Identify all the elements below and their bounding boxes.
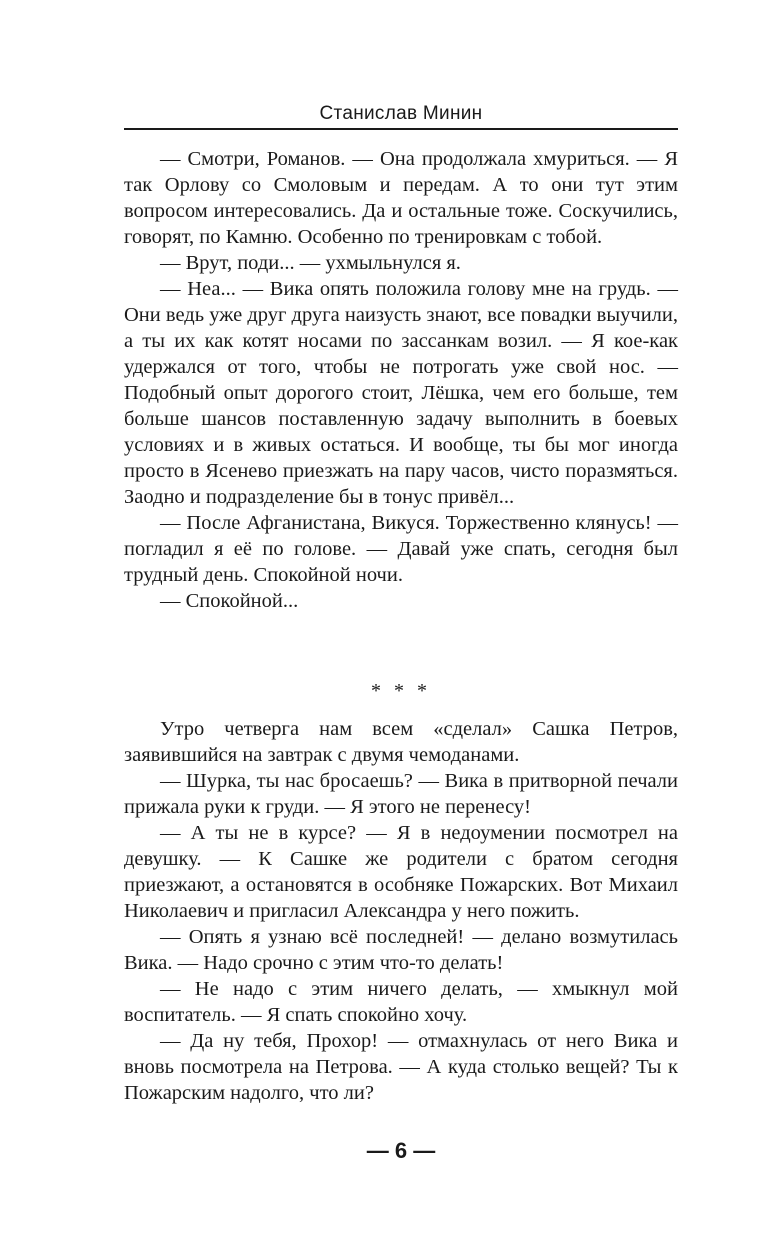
text-block-1 xyxy=(124,146,678,614)
paragraph: Утро четверга нам всем «сделал» Сашка Петров, заявившийся на завтрак с двумя чемоданами. xyxy=(124,718,678,766)
paragraph: — Опять я узнаю всё последней! — делано возмутилась Вика. — Надо срочно с этим что-то делать! xyxy=(124,926,678,974)
paragraph: — Не надо с этим ничего делать, — хмыкнул мой воспитатель. — Я спать спокойно хочу. xyxy=(124,978,678,1026)
paragraph: — Неа... — Вика опять положила голову мне на грудь. — Они ведь уже друг друга наизусть знают, все повадки выучили, а ты их как котят носами по зассанкам возил. — Я кое-как удержался от того, чтобы не потрогать уже свой нос. — Подобный опыт дорогого стоит, Лёшка, чем его больше, тем больше шансов поставленную задачу выполнить в боевых условиях и в живых остаться. И вообще, ты бы мог иногда просто в Ясенево приезжать на пару часов, чисто поразмяться. Заодно и подразделение бы в тонус привёл... xyxy=(124,278,678,508)
paragraph: — Смотри, Романов. — Она продолжала хмуриться. — Я так Орлову со Смоловым и передам. А то они тут этим вопросом интересовались. Да и остальные тоже. Соскучились, говорят, по Камню. Особенно по тренировкам с тобой. xyxy=(124,148,678,248)
paragraph: — Шурка, ты нас бросаешь? — Вика в притворной печали прижала руки к груди. — Я этого не перенесу! xyxy=(124,770,678,818)
section-separator: * * * xyxy=(371,680,431,702)
paragraph: — Спокойной... xyxy=(160,590,299,612)
text-block-2 xyxy=(124,716,678,1106)
paragraph: — После Афганистана, Викуся. Торжественно клянусь! — погладил я её по голове. — Давай уже спать, сегодня был трудный день. Спокойной ночи. xyxy=(124,512,678,586)
paragraph: — А ты не в курсе? — Я в недоумении посмотрел на девушку. — К Сашке же родители с братом сегодня приезжают, а остановятся в особняке Пожарских. Вот Михаил Николаевич и пригласил Александра у него пожить. xyxy=(124,822,678,922)
page-number: — 6 — xyxy=(366,1138,436,1163)
paragraph: — Врут, поди... — ухмыльнулся я. xyxy=(160,252,461,274)
paragraph: — Да ну тебя, Прохор! — отмахнулась от него Вика и вновь посмотрела на Петрова. — А куда столько вещей? Ты к Пожарским надолго, что ли? xyxy=(124,1030,678,1104)
header-rule xyxy=(124,128,678,130)
running-header-author: Станислав Минин xyxy=(319,103,483,124)
